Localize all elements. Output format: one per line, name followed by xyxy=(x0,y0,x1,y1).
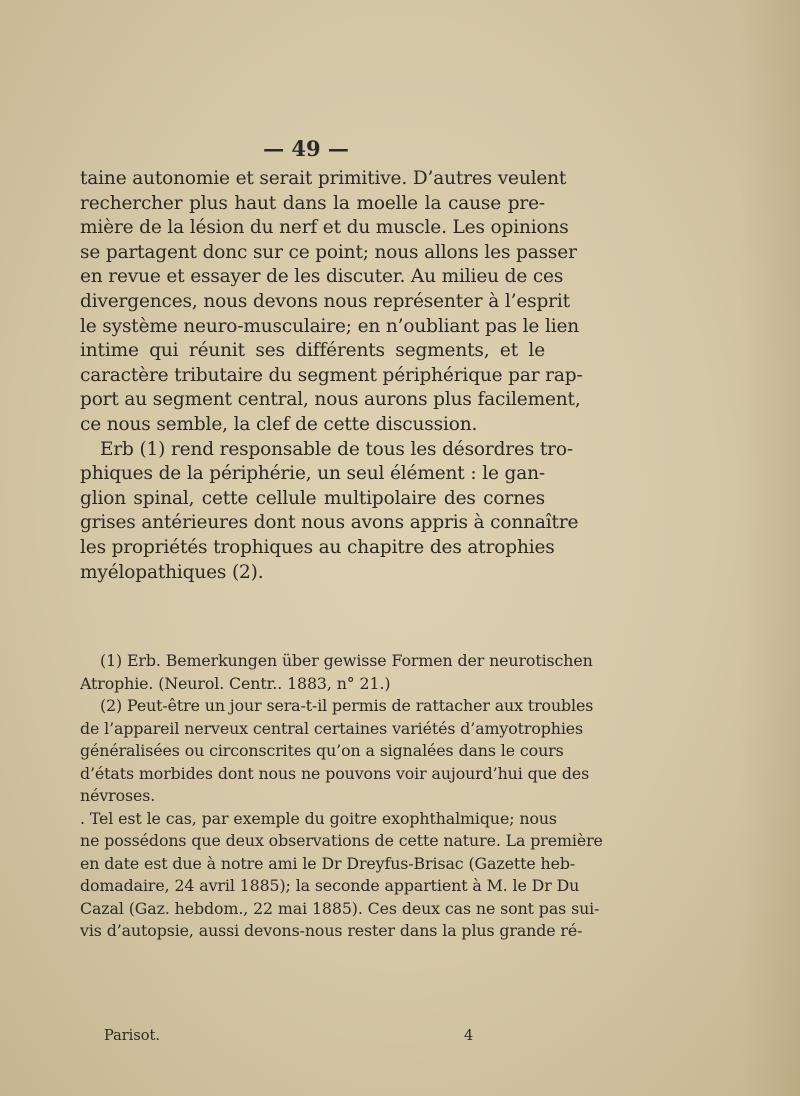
body-line: phiques de la périphérie, un seul élément : le gan- xyxy=(80,463,545,485)
body-line: myélopathiques (2). xyxy=(80,561,264,583)
body-text xyxy=(80,167,583,585)
footnote-line: vis d’autopsie, aussi devons-nous rester dans la plus grande ré- xyxy=(80,921,583,940)
body-line: le système neuro-musculaire; en n’oubliant pas le lien xyxy=(80,315,580,337)
footnote-line: (1) Erb. Bemerkungen über gewisse Formen der neurotischen xyxy=(100,651,593,670)
footnote-line: Atrophie. (Neurol. Centr.. 1883, n° 21.) xyxy=(80,673,391,693)
signature-sheet-number: 4 xyxy=(464,1028,474,1044)
page-edge-shadow xyxy=(740,0,800,1096)
footnote-line: de l’appareil nerveux central certaines variétés d’amyotrophies xyxy=(80,718,584,738)
body-line: en revue et essayer de les discuter. Au milieu de ces xyxy=(80,266,564,288)
body-line: caractère tributaire du segment périphérique par rap- xyxy=(80,364,583,386)
body-line: glion spinal, cette cellule multipolaire des cornes xyxy=(80,487,545,509)
body-line: se partagent donc sur ce point; nous allons les passer xyxy=(80,241,577,263)
footnote-line: Cazal (Gaz. hebdom., 22 mai 1885). Ces deux cas ne sont pas sui- xyxy=(80,898,600,918)
body-line: Erb (1) rend responsable de tous les désordres tro- xyxy=(100,438,573,460)
body-line: port au segment central, nous aurons plus facilement, xyxy=(80,389,581,411)
footnote-line: névroses. xyxy=(80,786,156,805)
page-number: — 49 — xyxy=(263,136,349,161)
footnote-line: ne possédons que deux observations de cette nature. La première xyxy=(80,831,603,850)
footnote-line: généralisées ou circonscrites qu’on a signalées dans le cours xyxy=(80,741,564,760)
body-line: grises antérieures dont nous avons appris à connaître xyxy=(80,512,579,534)
footnote-line: (2) Peut-être un jour sera-t-il permis de rattacher aux troubles xyxy=(100,696,594,715)
body-line: les propriétés trophiques au chapitre des atrophies xyxy=(80,536,555,558)
footnote-line: d’états morbides dont nous ne pouvons voir aujourd’hui que des xyxy=(80,763,590,783)
body-line: rechercher plus haut dans la moelle la cause pre- xyxy=(80,192,545,214)
body-line: ce nous semble, la clef de cette discussion. xyxy=(80,413,478,435)
footnote-line: . Tel est le cas, par exemple du goitre exophthalmique; nous xyxy=(80,808,557,828)
body-line: taine autonomie et serait primitive. D’autres veulent xyxy=(80,168,567,189)
footnote-line: domadaire, 24 avril 1885); la seconde appartient à M. le Dr Du xyxy=(80,876,580,895)
signature-author: Parisot. xyxy=(104,1028,160,1044)
body-line: mière de la lésion du nerf et du muscle. Les opinions xyxy=(80,217,569,239)
body-line: intime qui réunit ses différents segments, et le xyxy=(80,340,545,362)
footnote-line: en date est due à notre ami le Dr Dreyfus-Brisac (Gazette heb- xyxy=(80,853,576,873)
footnotes xyxy=(80,650,603,943)
body-line: divergences, nous devons nous représenter à l’esprit xyxy=(80,290,570,312)
